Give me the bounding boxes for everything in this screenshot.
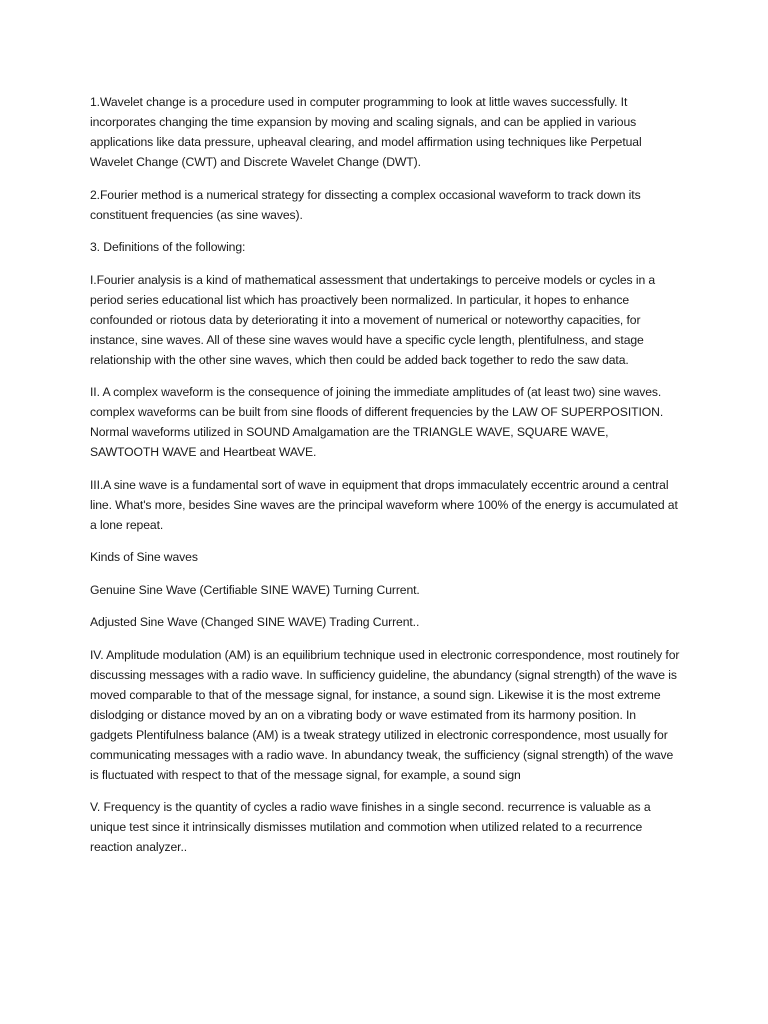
paragraph-sine-wave: III.A sine wave is a fundamental sort of wave in equipment that drops immaculately eccentric around a central line. What's more, besides Sine waves are the principal waveform where 100% of the energy is accumulated at a lone repeat. [90,477,678,532]
paragraph-complex-waveform: II. A complex waveform is the consequence of joining the immediate amplitudes of (at least two) sine waves. complex waveforms can be built from sine floods of different frequencies by the LAW OF SUPERPOSITION. Normal waveforms utilized in SOUND Amalgamation are the TRIANGLE WAVE, SQUARE WAVE, SAWTOOTH WAVE and Heartbeat WAVE. [90,385,664,459]
paragraph-fourier-method: 2.Fourier method is a numerical strategy for dissecting a complex occasional waveform to track down its constituent frequencies (as sine waves). [90,187,641,222]
document-body [90,92,680,870]
paragraph-fourier-analysis: I.Fourier analysis is a kind of mathematical assessment that undertakings to perceive models or cycles in a period series educational list which has proactively been normalized. In particular, it hopes to enhance confounded or riotous data by deteriorating it into a movement of numerical or noteworthy capacities, for instance, sine waves. All of these sine waves would have a specific cycle length, plentifulness, and stage relationship with the other sine waves, which then could be added back together to redo the saw data. [90,272,656,367]
paragraph-frequency: V. Frequency is the quantity of cycles a radio wave finishes in a single second. recurrence is valuable as a unique test since it intrinsically dismisses mutilation and commotion when utilized related to a recurrence reaction analyzer.. [90,800,651,854]
paragraph-amplitude-modulation: IV. Amplitude modulation (AM) is an equilibrium technique used in electronic correspondence, most routinely for discussing messages with a radio wave. In sufficiency guideline, the abundancy (signal strength) of the wave is moved comparable to that of the message signal, for instance, a sound sign. Likewise it is the most extreme dislodging or distance moved by an on a vibrating body or wave estimated from its harmony position. In gadgets Plentifulness balance (AM) is a tweak strategy utilized in electronic correspondence, most usually for communicating messages with a radio wave. In abundancy tweak, the sufficiency (signal strength) of the wave is fluctuated with respect to that of the message signal, for example, a sound sign [90,647,680,782]
paragraph-genuine-sine-wave: Genuine Sine Wave (Certifiable SINE WAVE) Turning Current. [90,582,420,597]
paragraph-wavelet-change: 1.Wavelet change is a procedure used in computer programming to look at little waves successfully. It incorporates changing the time expansion by moving and scaling signals, and can be applied in various applications like data pressure, upheaval clearing, and model affirmation using techniques like Perpetual Wavelet Change (CWT) and Discrete Wavelet Change (DWT). [90,95,642,169]
paragraph-adjusted-sine-wave: Adjusted Sine Wave (Changed SINE WAVE) Trading Current.. [90,615,420,629]
paragraph-definitions-heading: 3. Definitions of the following: [90,240,246,254]
paragraph-kinds-heading: Kinds of Sine waves [90,550,198,564]
